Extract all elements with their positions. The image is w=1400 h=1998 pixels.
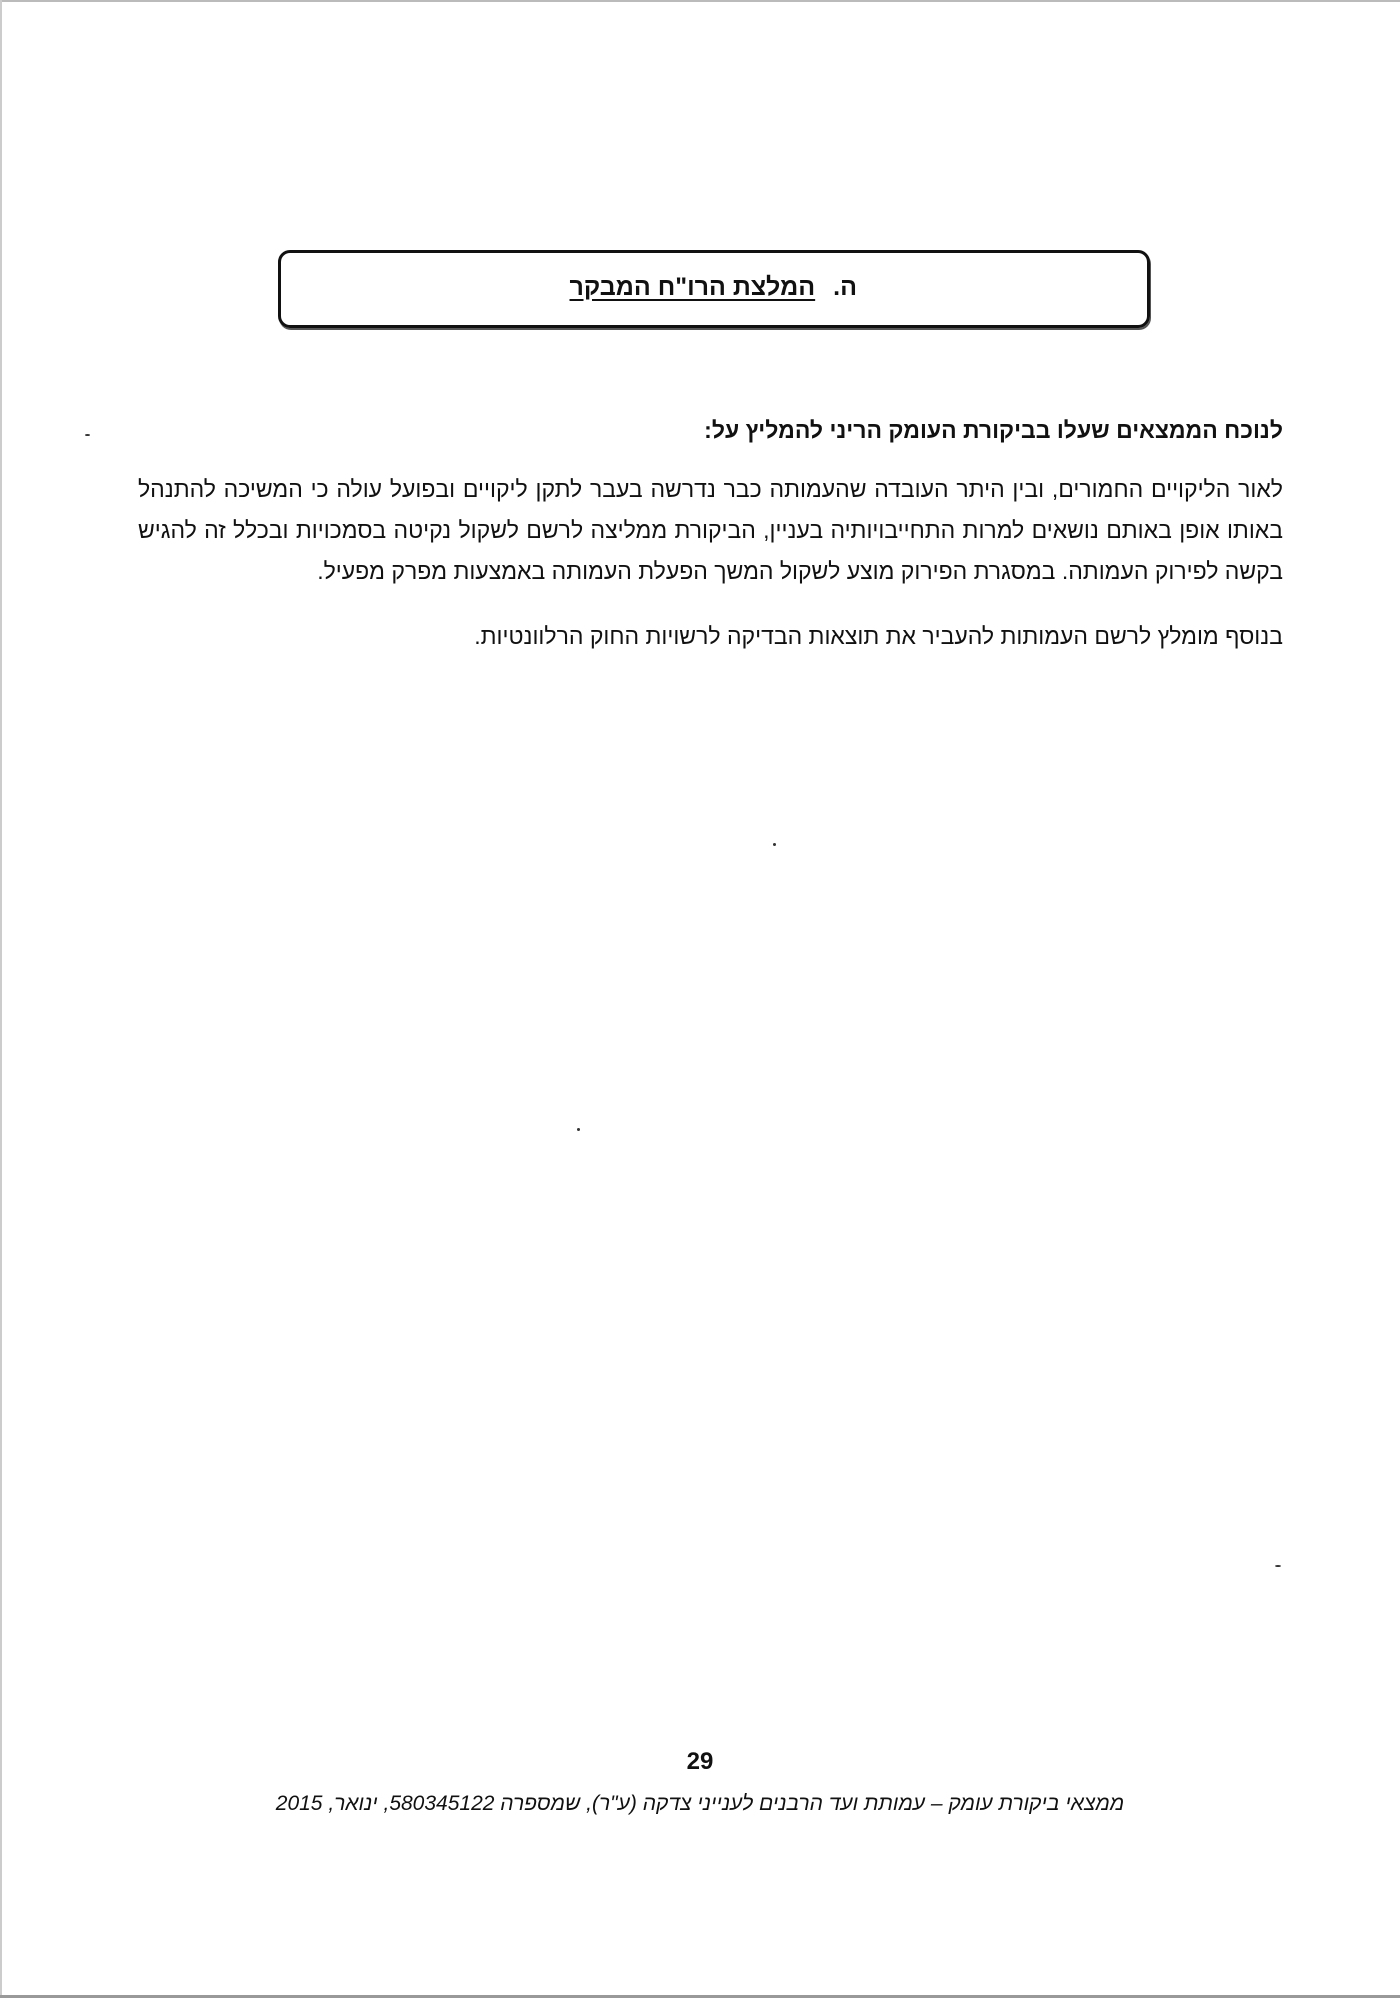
section-title (570, 273, 858, 302)
document-body (138, 410, 1283, 681)
scan-speck (577, 1128, 580, 1131)
paragraph-recommendation: לאור הליקויים החמורים, ובין היתר העובדה שהעמותה כבר נדרשה בעבר לתקן ליקויים ובפועל עולה כי המשיכה להתנהל באותו אופן באותם נושאים למרות התחייבויותיה בעניין, הביקורת ממליצה לרשם לשקול נקיטה בסמכויות ובכלל זה להגיש בקשה לפירוק העמותה. במסגרת הפירוק מוצע לשקול המשך הפעלת העמותה באמצעות מפרק מפעיל. (138, 476, 1283, 584)
section-title-text: המלצת הרו"ח המבקר (569, 273, 816, 301)
section-title-box (278, 250, 1150, 328)
body-heading: לנוכח הממצאים שעלו בביקורת העומק הריני להמליץ על: (704, 417, 1283, 443)
scan-edge-top (0, 0, 1400, 2)
scan-speck (773, 843, 776, 846)
scan-speck (85, 434, 90, 436)
page-number: 29 (686, 1748, 714, 1775)
page-footer: ממצאי ביקורת עומק – עמותת ועד הרבנים לענייני צדקה (ע"ר), שמספרה 580345122, ינואר, 2015 (275, 1792, 1125, 1815)
scan-edge-left (0, 0, 2, 1998)
scan-speck (1275, 1565, 1281, 1567)
section-number: ה. (833, 273, 857, 301)
paragraph-additional: בנוסף מומלץ לרשם העמותות להעביר את תוצאות הבדיקה לרשויות החוק הרלוונטיות. (474, 623, 1283, 649)
